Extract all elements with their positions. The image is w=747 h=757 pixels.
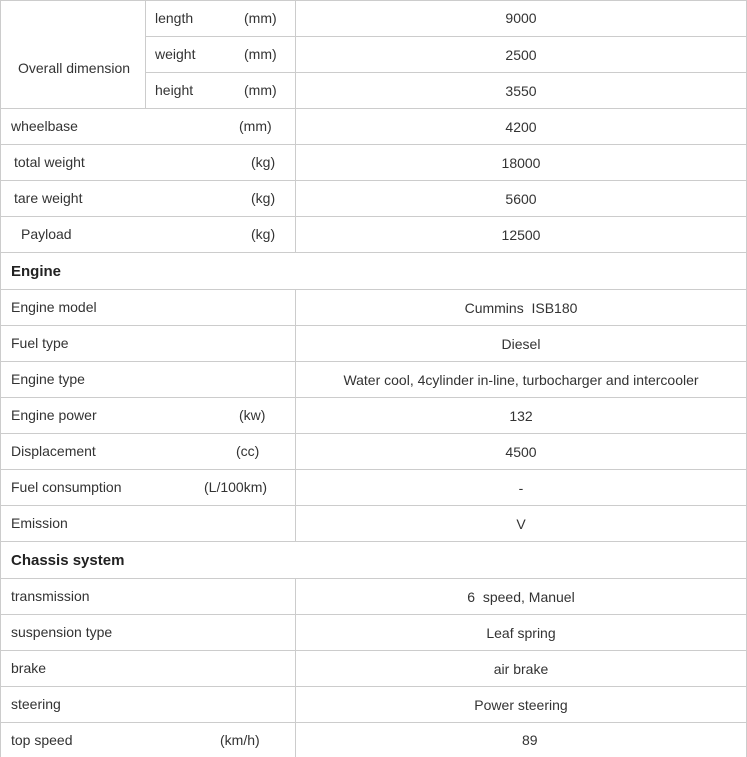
steering-label: steering <box>11 696 61 712</box>
fuel-consumption-value: - <box>518 479 524 496</box>
brake-label-cell <box>0 651 296 687</box>
weight-unit: (mm) <box>244 46 277 62</box>
displacement-unit: (cc) <box>236 443 260 459</box>
transmission-label-cell <box>0 579 296 615</box>
steering-value-cell <box>296 687 747 723</box>
chassis-heading: Chassis system <box>11 552 125 569</box>
overall-dimension-cell <box>0 0 146 109</box>
fuel-type-label: Fuel type <box>11 335 69 351</box>
fuel-consumption-unit: (L/100km) <box>204 479 268 495</box>
length-unit: (mm) <box>244 10 277 26</box>
payload-value: 12500 <box>501 226 541 243</box>
total-weight-value: 18000 <box>501 154 541 171</box>
wheelbase-label: wheelbase <box>11 118 78 134</box>
wheelbase-unit: (mm) <box>239 118 272 134</box>
payload-value-cell <box>296 217 747 253</box>
weight-value: 2500 <box>505 46 537 63</box>
displacement-label: Displacement <box>11 443 96 459</box>
weight-value-cell <box>296 37 747 73</box>
engine-type-value-cell <box>296 362 747 398</box>
total-weight-value-cell <box>296 145 747 181</box>
height-value-cell <box>296 73 747 109</box>
height-label: height <box>155 82 194 98</box>
height-value: 3550 <box>505 82 537 99</box>
fuel-consumption-value-cell <box>296 470 747 506</box>
overall-dimension-label: Overall dimension <box>18 60 131 76</box>
engine-type-label-cell <box>0 362 296 398</box>
tare-weight-value-cell <box>296 181 747 217</box>
top-speed-label-cell <box>0 723 296 757</box>
total-weight-unit: (kg) <box>251 154 276 170</box>
top-speed-value: 89 <box>522 732 538 748</box>
top-speed-value-cell <box>296 723 747 757</box>
height-unit: (mm) <box>244 82 277 98</box>
payload-label: Payload <box>21 226 72 242</box>
wheelbase-value: 4200 <box>505 118 537 135</box>
length-value: 9000 <box>505 10 537 26</box>
payload-label-cell <box>0 217 296 253</box>
displacement-value-cell <box>296 434 747 470</box>
transmission-value-cell <box>296 579 747 615</box>
engine-model-label: Engine model <box>11 299 97 315</box>
engine-power-value-cell <box>296 398 747 434</box>
total-weight-label-cell <box>0 145 296 181</box>
engine-power-label: Engine power <box>11 407 97 423</box>
engine-heading: Engine <box>11 263 62 280</box>
steering-value: Power steering <box>474 696 568 713</box>
weight-label: weight <box>155 46 196 62</box>
length-label-cell <box>146 0 296 37</box>
wheelbase-label-cell <box>0 109 296 145</box>
fuel-type-value-cell <box>296 326 747 362</box>
top-speed-unit: (km/h) <box>220 732 260 748</box>
transmission-value: 6 speed, Manuel <box>467 588 575 605</box>
engine-model-value: Cummins ISB180 <box>464 299 578 316</box>
tare-weight-unit: (kg) <box>251 190 276 206</box>
emission-label-cell <box>0 506 296 542</box>
tare-weight-label-cell <box>0 181 296 217</box>
fuel-type-value: Diesel <box>501 335 541 352</box>
chassis-section-header <box>0 542 747 579</box>
brake-value-cell <box>296 651 747 687</box>
length-value-cell <box>296 0 747 37</box>
engine-section-header <box>0 253 747 290</box>
engine-power-value: 132 <box>509 407 533 424</box>
fuel-consumption-label: Fuel consumption <box>11 479 122 495</box>
transmission-label: transmission <box>11 588 90 604</box>
height-label-cell <box>146 73 296 109</box>
wheelbase-value-cell <box>296 109 747 145</box>
tare-weight-value: 5600 <box>505 190 537 207</box>
total-weight-label: total weight <box>14 154 85 170</box>
suspension-label-cell <box>0 615 296 651</box>
top-speed-label: top speed <box>11 732 73 748</box>
suspension-value: Leaf spring <box>486 624 556 641</box>
weight-label-cell <box>146 37 296 73</box>
brake-label: brake <box>11 660 47 676</box>
emission-value: V <box>516 515 526 532</box>
emission-value-cell <box>296 506 747 542</box>
engine-type-label: Engine type <box>11 371 85 387</box>
payload-unit: (kg) <box>251 226 276 242</box>
engine-model-label-cell <box>0 290 296 326</box>
fuel-type-label-cell <box>0 326 296 362</box>
displacement-label-cell <box>0 434 296 470</box>
fuel-consumption-label-cell <box>0 470 296 506</box>
engine-power-unit: (kw) <box>239 407 266 423</box>
steering-label-cell <box>0 687 296 723</box>
suspension-value-cell <box>296 615 747 651</box>
engine-model-value-cell <box>296 290 747 326</box>
displacement-value: 4500 <box>505 443 537 460</box>
suspension-label: suspension type <box>11 624 113 640</box>
brake-value: air brake <box>493 660 549 677</box>
length-label: length <box>155 10 194 26</box>
tare-weight-label: tare weight <box>14 190 83 206</box>
emission-label: Emission <box>11 515 68 531</box>
engine-type-value: Water cool, 4cylinder in-line, turbocharger and intercooler <box>343 371 699 388</box>
engine-power-label-cell <box>0 398 296 434</box>
